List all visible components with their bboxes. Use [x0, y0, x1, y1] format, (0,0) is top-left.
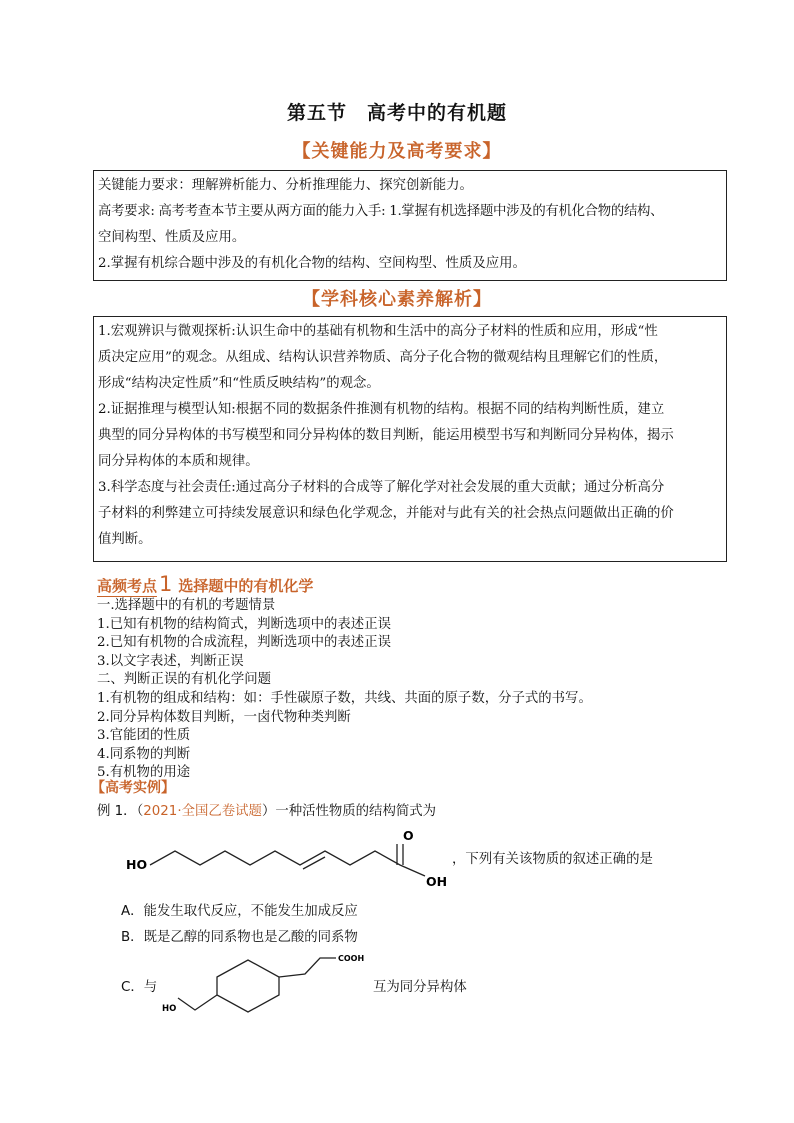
box-line: 1.宏观辨识与微观探析:认识生命中的基础有机物和生活中的高分子材料的性质和应用，形成“性 — [98, 324, 658, 339]
key-point-list — [97, 597, 592, 783]
box-line: 3.科学态度与社会责任:通过高分子材料的合成等了解化学对社会发展的重大贡献；通过分析高分 — [98, 480, 665, 495]
structure-formula-2 — [150, 948, 370, 1018]
key-point-number: 1 — [159, 572, 173, 596]
example-prefix: 例 1．（ — [97, 804, 144, 819]
box-line: 形成“结构决定性质”和“性质反映结构”的观念。 — [98, 376, 380, 391]
box-line: 空间构型、性质及应用。 — [98, 230, 246, 245]
mol2-ho-label: HO — [162, 1004, 177, 1014]
mol1-ho-label: HO — [126, 857, 148, 872]
box-line: 子材料的利弊建立可持续发展意识和绿色化学观念，并能对与此有关的社会热点问题做出正确的价 — [98, 506, 674, 521]
mol1-double-bond — [303, 857, 325, 869]
mol2-cooh-label: COOH — [338, 954, 365, 963]
list-item: 二、判断正误的有机化学问题 — [97, 672, 272, 688]
mol2-hydroxymethyl-chain — [178, 995, 217, 1010]
box-line: 典型的同分异构体的书写模型和同分异构体的数目判断，能运用模型书写和判断同分异构体，揭示 — [98, 428, 674, 443]
exam-examples-heading: 【高考实例】 — [91, 780, 175, 796]
structure-formula-1 — [120, 824, 450, 890]
option-c-suffix: 互为同分异构体 — [373, 980, 467, 995]
box-line: 2.证据推理与模型认知:根据不同的数据条件推测有机物的结构。根据不同的结构判断性质，建立 — [98, 402, 665, 417]
mol2-cyclohexane-ring — [217, 960, 279, 1012]
box-line: 2.掌握有机综合题中涉及的有机化合物的结构、空间构型、性质及应用。 — [98, 256, 526, 271]
key-abilities-box — [93, 170, 727, 281]
list-item: 1.已知有机物的结构简式，判断选项中的表述正误 — [97, 616, 391, 632]
key-point-prefix: 高频考点 — [97, 577, 158, 595]
example-1-stem — [97, 800, 436, 819]
box-line: 质决定应用”的观念。从组成、结构认识营养物质、高分子化合物的微观结构且理解它们的性质， — [98, 350, 668, 365]
key-point-label: 选择题中的有机化学 — [178, 577, 314, 595]
list-item: 一.选择题中的有机的考题情景 — [97, 598, 276, 613]
list-item: 3.以文字表述，判断正误 — [97, 653, 244, 669]
box-line: 同分异构体的本质和规律。 — [98, 454, 259, 469]
section-heading-core-literacy: 【学科核心素养解析】 — [302, 289, 492, 310]
list-item: 2.已知有机物的合成流程，判断选项中的表述正误 — [97, 635, 391, 651]
list-item: 3.官能团的性质 — [97, 728, 191, 744]
box-line: 高考要求: 高考考查本节主要从两方面的能力入手: 1.掌握有机选择题中涉及的有机化合物的结构、 — [98, 204, 664, 219]
list-item: 5.有机物的用途 — [97, 765, 191, 781]
mol2-side-chain — [279, 958, 336, 977]
example-1-question: ，下列有关该物质的叙述正确的是 — [452, 852, 653, 867]
option-b: B．既是乙醇的同系物也是乙酸的同系物 — [121, 930, 358, 945]
example-suffix: ）一种活性物质的结构简式为 — [261, 804, 437, 819]
option-c-prefix: C．与 — [121, 980, 158, 995]
key-point-heading — [97, 572, 313, 597]
mol1-carbon-chain — [150, 851, 425, 876]
page-title: 第五节 高考中的有机题 — [286, 102, 507, 124]
mol1-oh-label: OH — [426, 874, 448, 889]
list-item: 4.同系物的判断 — [97, 746, 191, 762]
example-source: 2021·全国乙卷试题 — [143, 804, 262, 819]
list-item: 2.同分异构体数目判断，一卤代物种类判断 — [97, 709, 351, 725]
option-a: A．能发生取代反应，不能发生加成反应 — [121, 904, 358, 919]
box-line: 值判断。 — [98, 532, 152, 547]
mol1-o-label: O — [403, 828, 414, 843]
list-item: 1.有机物的组成和结构：如：手性碳原子数，共线、共面的原子数，分子式的书写。 — [97, 690, 592, 706]
section-heading-key-abilities: 【关键能力及高考要求】 — [292, 141, 502, 162]
core-literacy-box — [93, 316, 727, 562]
box-line: 关键能力要求：理解辨析能力、分析推理能力、探究创新能力。 — [98, 178, 473, 193]
